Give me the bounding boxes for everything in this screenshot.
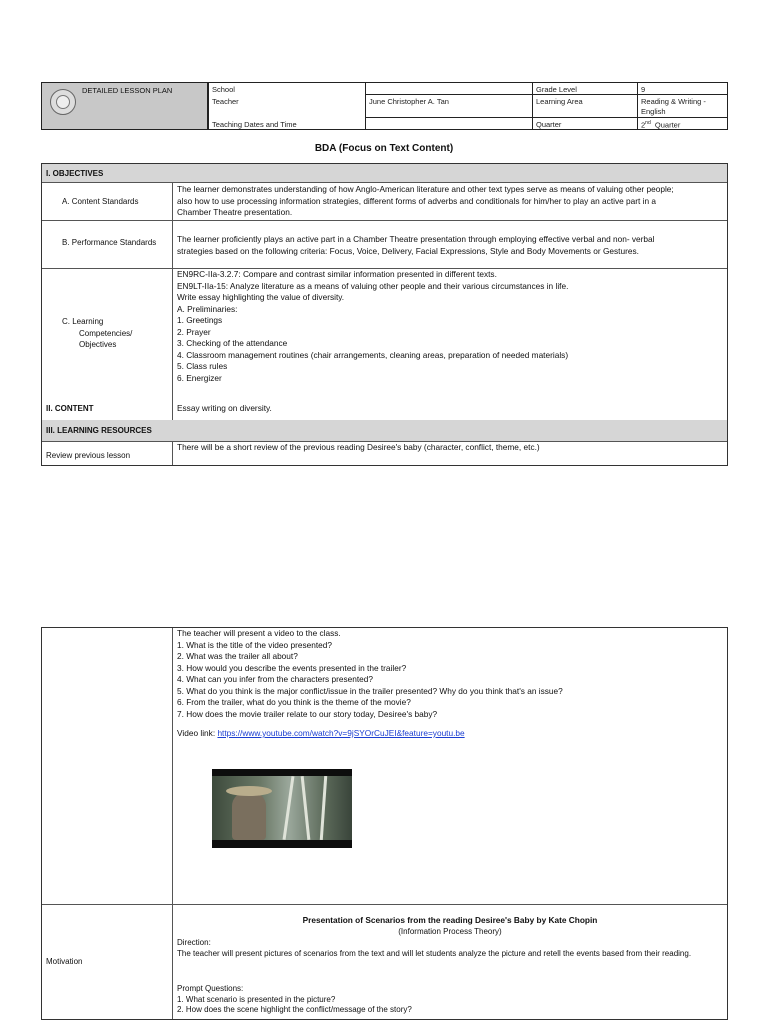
prompt-question-2: 2. How does the scene highlight the conflict/message of the story?	[177, 1005, 412, 1014]
motivation-body	[177, 938, 691, 1016]
area-value-line1: Reading & Writing -	[641, 97, 706, 106]
motivation-title: Presentation of Scenarios from the reading Desiree's Baby by Kate Chopin	[302, 915, 598, 925]
motivation-subtitle: (Information Process Theory)	[398, 927, 502, 936]
video-questions: The teacher will present a video to the class. 1. What is the title of the video presented? 2. What was the trailer all about? 3. How would you describe the events presented in the trailer? 4. What can you infer from the characters presented? 5. What do you think is the major conflict/issue in the trailer presented? Why do you think that's an issue? 6. From the trailer, what do you think is the theme of the movie? 7. How does the movie trailer relate to our story today, Desiree's baby? Video link: https://www.youtube.com/watch?v=9jSYOrCuJEI&feature=youtu.be	[177, 628, 563, 738]
learning-resources-row	[42, 420, 727, 442]
page-title: BDA (Focus on Text Content)	[314, 143, 454, 154]
competencies-label-3: Objectives	[79, 340, 117, 349]
video-row	[42, 628, 727, 905]
content-standards-row	[42, 183, 727, 221]
video-link-label: Video link:	[177, 728, 218, 738]
grade-value: 9	[641, 85, 646, 94]
competencies-text: EN9RC-IIa-3.2.7: Compare and contrast similar information presented in different texts. EN9LT-IIa-15: Analyze literature as a means of valuing other people and their various circumstances in life. Write essay highlighting the value of diversity. A. Preliminaries: 1. Greetings 2. Prayer 3. Checking of the attendance 4. Classroom management routines (chair arrangements, cleaning areas, preparation of needed materials) 5. Class rules 6. Energizer	[177, 269, 569, 383]
dates-label: Teaching Dates and Time	[212, 120, 297, 129]
review-row	[42, 442, 727, 465]
activities-table	[41, 627, 728, 1020]
school-label: School	[212, 85, 235, 94]
content-standards-label: A. Content Standards	[62, 197, 139, 206]
direction-text: The teacher will present pictures of scenarios from the text and will let students analyze the picture and retell the events based from their reading.	[177, 948, 692, 958]
prompt-label: Prompt Questions:	[177, 984, 244, 993]
motivation-row	[42, 905, 727, 1019]
video-thumbnail[interactable]	[212, 769, 352, 848]
competencies-label-1: C. Learning	[62, 317, 104, 326]
quarter-value: 2nd Quarter	[641, 120, 681, 130]
performance-standards-row	[42, 221, 727, 269]
objectives-heading-row	[42, 164, 727, 183]
objectives-heading: I. OBJECTIVES	[46, 169, 104, 178]
performance-standards-label: B. Performance Standards	[62, 238, 157, 247]
video-frame-image	[212, 776, 352, 840]
deped-seal-icon	[50, 89, 76, 115]
teacher-label: Teacher	[212, 97, 239, 106]
competencies-label-2: Competencies/	[79, 329, 133, 338]
performance-standards-text: The learner proficiently plays an active part in a Chamber Theatre presentation through employing effective verbal and non- verbal strategies based on the following criteria: Focus, Voice, Delivery, Facial Expressions, Style and Body Movements or Gestures.	[177, 234, 655, 256]
motivation-label: Motivation	[46, 957, 83, 966]
competencies-row	[42, 269, 727, 399]
plan-label: DETAILED LESSON PLAN	[82, 86, 173, 95]
learning-resources-heading: III. LEARNING RESOURCES	[46, 426, 152, 435]
area-value-line2: English	[641, 107, 666, 116]
direction-label: Direction:	[177, 938, 211, 947]
grade-label: Grade Level	[536, 85, 577, 94]
content-standards-text: The learner demonstrates understanding of how Anglo-American literature and other text types serve as means of valuing other people; also how to use processing information strategies, different forms of adverbs and conditionals for him/her to play an active part in a Chamber Theatre presentation.	[177, 184, 674, 217]
area-label: Learning Area	[536, 97, 583, 106]
content-row	[42, 399, 727, 420]
video-link[interactable]: https://www.youtube.com/watch?v=9jSYOrCuJEI&feature=youtu.be	[217, 728, 465, 738]
content-heading: II. CONTENT	[46, 404, 94, 413]
review-label: Review previous lesson	[46, 451, 131, 460]
quarter-label: Quarter	[536, 120, 562, 129]
review-text: There will be a short review of the previous reading Desiree's baby (character, conflict, theme, etc.)	[177, 442, 540, 452]
lesson-plan-header-table	[41, 82, 728, 130]
header-logo-cell	[42, 83, 208, 129]
objectives-table	[41, 163, 728, 466]
teacher-value: June Christopher A. Tan	[369, 97, 449, 106]
content-text: Essay writing on diversity.	[177, 403, 272, 413]
prompt-question-1: 1. What scenario is presented in the picture?	[177, 994, 336, 1004]
